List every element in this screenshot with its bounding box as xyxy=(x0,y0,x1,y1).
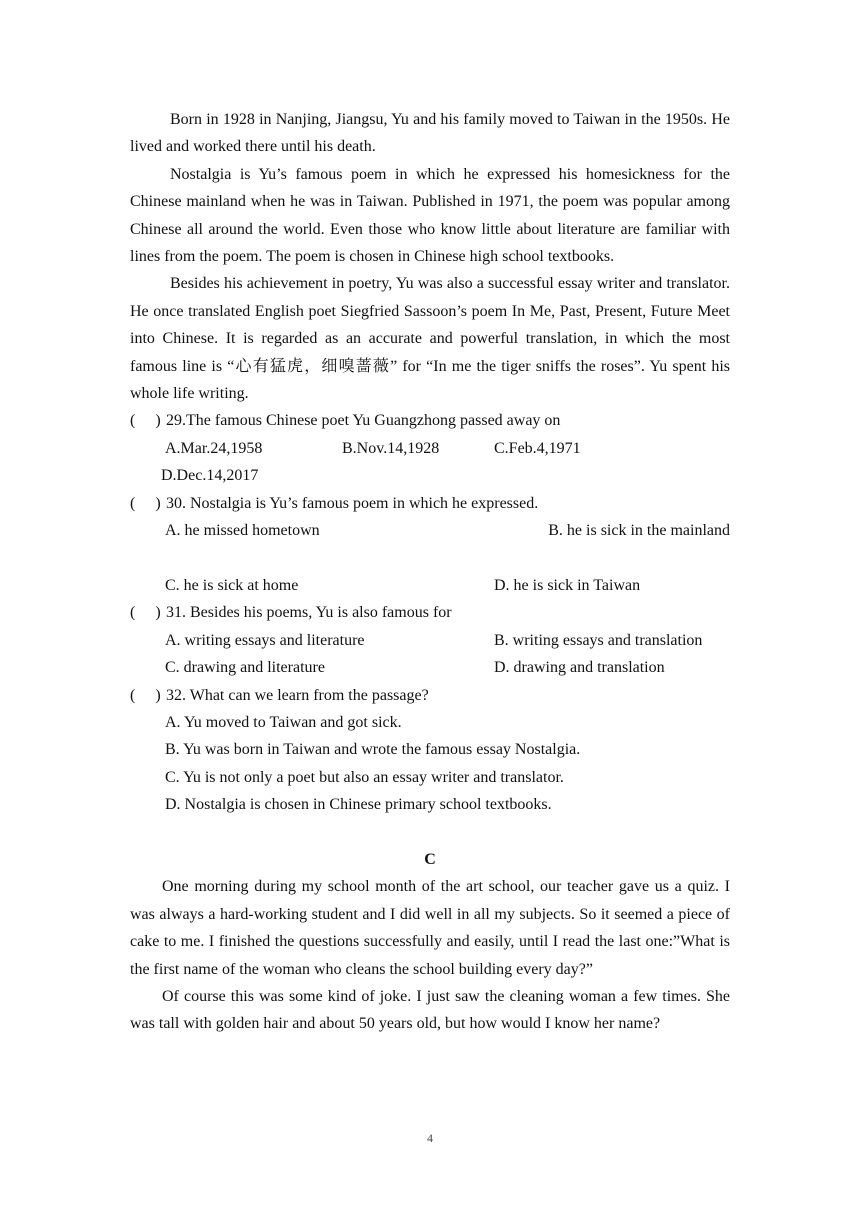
question-30-option-c: C. he is sick at home xyxy=(165,576,299,594)
question-32-option-c-row xyxy=(130,764,730,791)
question-29-options-row xyxy=(130,435,730,462)
page-number: 4 xyxy=(427,1131,433,1145)
spacer xyxy=(130,819,730,846)
question-30-option-b: B. he is sick in the mainland xyxy=(548,522,730,540)
question-32-option-b-row xyxy=(130,736,730,763)
question-32-option-d: D. Nostalgia is chosen in Chinese primary school textbooks. xyxy=(165,796,552,814)
question-32-option-a: A. Yu moved to Taiwan and got sick. xyxy=(165,713,402,731)
question-29-option-c: C.Feb.4,1971 xyxy=(494,439,581,457)
question-30-options-row-1 xyxy=(130,517,730,544)
question-31-stem: 31. Besides his poems, Yu is also famous for xyxy=(166,604,452,622)
question-32-option-c: C. Yu is not only a poet but also an essay writer and translator. xyxy=(165,768,564,786)
question-29-option-a: A.Mar.24,1958 xyxy=(165,439,263,457)
passage-b-paragraph-3: Besides his achievement in poetry, Yu was also a successful essay writer and translator. He once translated English poet Siegfried Sassoon’s poem In Me, Past, Present, Future Meet into Chinese. It is regarded as an accurate and powerful translation, in which the most famous line is “心有猛虎，细嗅蔷薇” for “In me the tiger sniffs the roses”. Yu spent his whole life writing. xyxy=(130,275,730,403)
question-29-option-b: B.Nov.14,1928 xyxy=(342,439,440,457)
question-30-option-a: A. he missed hometown xyxy=(165,522,320,540)
question-29-option-d: D.Dec.14,2017 xyxy=(161,467,259,485)
question-30-option-d: D. he is sick in Taiwan xyxy=(494,576,641,594)
question-32-option-b: B. Yu was born in Taiwan and wrote the famous essay Nostalgia. xyxy=(165,741,581,759)
question-31-option-c: C. drawing and literature xyxy=(165,659,325,677)
question-29-stem: 29.The famous Chinese poet Yu Guangzhong passed away on xyxy=(166,412,561,430)
question-31-option-b: B. writing essays and translation xyxy=(494,631,703,649)
question-32 xyxy=(130,682,730,709)
question-30-options-row-2 xyxy=(130,572,730,599)
document-page xyxy=(130,106,730,1038)
answer-blank[interactable]: ( ) xyxy=(130,494,161,512)
spacer xyxy=(130,545,730,572)
question-31-option-a: A. writing essays and literature xyxy=(165,631,365,649)
question-29 xyxy=(130,407,730,434)
question-30-stem: 30. Nostalgia is Yu’s famous poem in which he expressed. xyxy=(166,494,539,512)
question-32-stem: 32. What can we learn from the passage? xyxy=(166,686,429,704)
question-31-option-d: D. drawing and translation xyxy=(494,659,665,677)
section-c-paragraph-2: Of course this was some kind of joke. I just saw the cleaning woman a few times. She was tall with golden hair and about 50 years old, but how would I know her name? xyxy=(130,987,730,1033)
question-30 xyxy=(130,490,730,517)
passage-b-paragraph-1: Born in 1928 in Nanjing, Jiangsu, Yu and his family moved to Taiwan in the 1950s. He lived and worked there until his death. xyxy=(130,111,730,156)
section-c-paragraph-1: One morning during my school month of the art school, our teacher gave us a quiz. I was always a hard-working student and I did well in all my subjects. So it seemed a piece of cake to me. I finished the questions successfully and easily, until I read the last one:”What is the first name of the woman who cleans the school building every day?” xyxy=(130,878,730,978)
question-31-options-row-2 xyxy=(130,654,730,681)
question-32-option-a-row xyxy=(130,709,730,736)
question-31-options-row-1 xyxy=(130,627,730,654)
answer-blank[interactable]: ( ) xyxy=(130,412,161,430)
question-31 xyxy=(130,599,730,626)
section-c-heading: C xyxy=(424,850,436,868)
answer-blank[interactable]: ( ) xyxy=(130,604,161,622)
passage-b-paragraph-2: Nostalgia is Yu’s famous poem in which he expressed his homesickness for the Chinese mainland when he was in Taiwan. Published in 1971, the poem was popular among Chinese all around the world. Even those who know little about literature are familiar with lines from the poem. The poem is chosen in Chinese high school textbooks. xyxy=(130,165,730,266)
question-32-option-d-row xyxy=(130,791,730,818)
answer-blank[interactable]: ( ) xyxy=(130,686,161,704)
